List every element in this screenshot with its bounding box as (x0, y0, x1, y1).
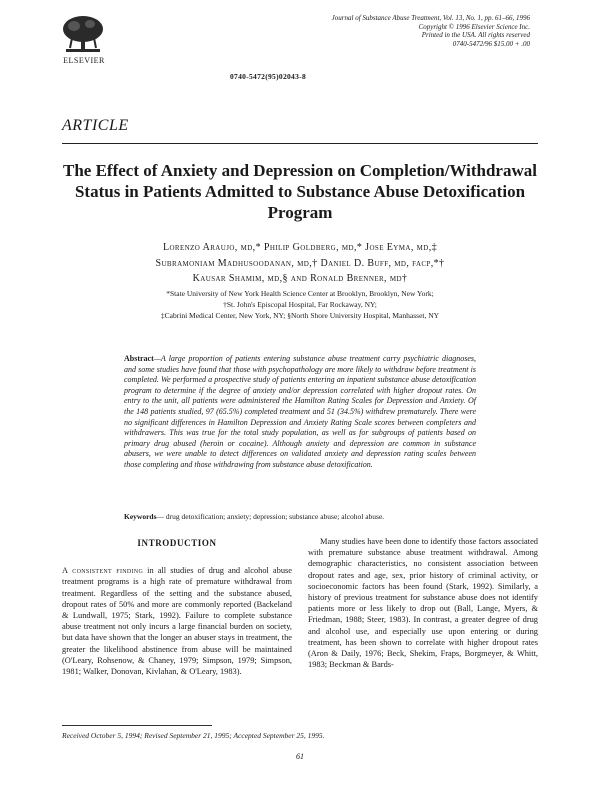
publisher-name: ELSEVIER (63, 56, 105, 65)
intro-paragraph (62, 565, 292, 677)
affiliations (60, 288, 540, 321)
journal-rights: Printed in the USA. All rights reserved (421, 31, 530, 39)
journal-copyright: Copyright © 1996 Elsevier Science Inc. (418, 22, 530, 31)
affiliation-line: †St. John's Episcopal Hospital, Far Rockaway, NY; (223, 300, 377, 309)
author-line: Subramoniam Madhusoodanan, md,† Daniel D. Buff, md, facp,*† (155, 257, 445, 269)
affiliation-line: *State University of New York Health Science Center at Brooklyn, Brooklyn, New York; (166, 289, 434, 298)
abstract (124, 354, 476, 471)
left-column (62, 536, 292, 677)
affiliation-line: ‡Cabrini Medical Center, New York, NY; §North Shore University Hospital, Manhasset, NY (160, 311, 440, 320)
right-column (308, 536, 538, 670)
keywords-label: Keywords (124, 512, 157, 521)
publisher-logo (60, 14, 108, 74)
journal-info (270, 14, 530, 48)
footnote-rule (62, 725, 212, 726)
intro-text: in all studies of drug and alcohol abuse treatment programs is a high rate of premature withdrawal from treatment. Regardless of the setting and the substance abused, dropout rates of 50% and more are commonly reported (Backeland & Lundwall, 1975; Stark, 1992). Failure to complete substance abuse treatment not only incurs a large financial burden on society, but data have shown that the longer an abuser stays in treatment, the greater the likelihood abstinence from abuse will be maintained (O'Leary, Rohsenow, & Chaney, 1979; Simpson, 1979; Simpson, 1981; Walker, Donovan, Kivlahan, & O'Leary, 1983). (62, 566, 292, 677)
pii-code: 0740-5472(95)02043-8 (230, 72, 306, 81)
abstract-label: Abstract (124, 354, 154, 363)
author-list (60, 240, 540, 287)
header-rule (62, 143, 538, 144)
body-paragraph: Many studies have been done to identify those factors associated with premature substance abuse treatment withdrawal. Among demographic characteristics, no consistent association between dropout rates and age, sex, prior history of criminal activity, or socioeconomic factors has been found (Stark, 1992). Similarly, a history of previous treatment for substance abuse does not identify patients more or less likely to drop out (Ball, Lange, Myers, & Friedman, 1988; Steer, 1983). In contrast, a greater degree of drug and alcohol use, and especially use upon entering or during treatment, has been shown to correlate with higher dropout rates (Aron & Daily, 1976; Beck, Shekim, Fraps, Borgmeyer, & Whitt, 1983; Beckman & Bards- (308, 537, 538, 670)
keywords-text: — drug detoxification; anxiety; depression; substance abuse; alcohol abuse. (156, 512, 385, 521)
lead-in: A consistent finding (62, 566, 144, 576)
page-number: 61 (296, 752, 304, 761)
section-heading: INTRODUCTION (137, 538, 217, 548)
author-line: Kausar Shamim, md,§ and Ronald Brenner, md† (192, 273, 408, 284)
journal-citation: Journal of Substance Abuse Treatment, Vol. 13, No. 1, pp. 61–66, 1996 (331, 14, 530, 22)
abstract-text: —A large proportion of patients entering substance abuse treatment carry psychiatric diagnoses, and some studies have found that those with psychopathology are more likely to withdraw before treatment is completed. We performed a prospective study of patients entering an inpatient substance abuse detoxification program to determine if the degree of anxiety and/or depression correlated with higher dropout rates. On entry to the unit, all patients were administered the Hamilton Rating Scales for Depression and Anxiety. Of the 148 patients studied, 97 (65.5%) completed treatment and 51 (34.5%) withdrew prematurely. There were no significant differences in Hamilton Depression and Anxiety Rating Scale scores between completers and withdrawers. This was true for the total study population, as well as for subgroups of patients based on primary drug abused (heroin or cocaine). Although anxiety and depression are common in substance abusers, we were unable to detect differences on validated anxiety and depression rating scales between those completing and those withdrawing from substance abuse detoxification. (124, 354, 476, 469)
journal-issn: 0740-5472/96 $15.00 + .00 (452, 39, 530, 48)
tree-logo-icon (60, 14, 106, 54)
author-line: Lorenzo Araujo, md,* Philip Goldberg, md,* Jose Eyma, md,‡ (162, 242, 438, 253)
paper-title: The Effect of Anxiety and Depression on Completion/Withdrawal Status in Patients Admitted to Substance Abuse Detoxification Program (63, 161, 537, 222)
section-label: ARTICLE (62, 117, 129, 134)
received-dates: Received October 5, 1994; Revised September 21, 1995; Accepted September 25, 1995. (62, 731, 325, 740)
keywords (124, 512, 476, 522)
